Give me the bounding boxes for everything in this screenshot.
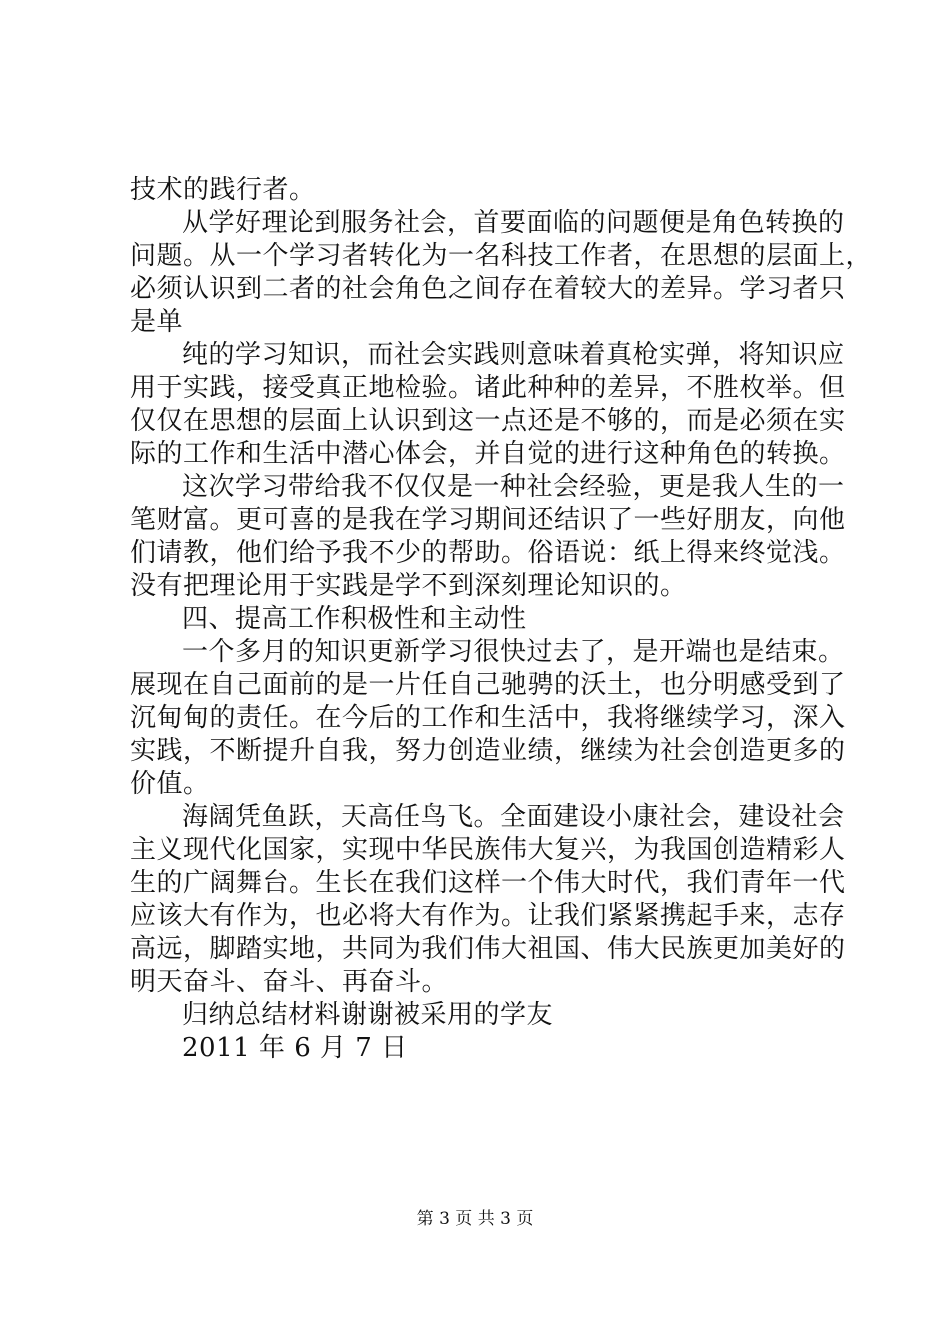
text-line-16: 展现在自己面前的是一片任自己驰骋的沃土，也分明感受到了 bbox=[130, 670, 846, 700]
text-line-24: 高远，脚踏实地，共同为我们伟大祖国、伟大民族更加美好的 bbox=[130, 934, 846, 964]
text-line-7: 用于实践，接受真正地检验。诸此种种的差异，不胜枚举。但 bbox=[130, 373, 846, 403]
text-line-4: 必须认识到二者的社会角色之间存在着较大的差异。学习者只 bbox=[130, 274, 846, 304]
text-line-11: 笔财富。更可喜的是我在学习期间还结识了一些好朋友，向他 bbox=[130, 505, 846, 535]
document-date: 2011 年 6 月 7 日 bbox=[182, 1033, 408, 1063]
text-line-5: 是单 bbox=[130, 307, 184, 337]
page-footer: 第 3 页 共 3 页 bbox=[416, 1209, 534, 1229]
text-line-9: 际的工作和生活中潜心体会，并自觉的进行这种角色的转换。 bbox=[130, 439, 846, 469]
text-line-2: 从学好理论到服务社会，首要面临的问题便是角色转换的 bbox=[182, 208, 845, 238]
text-line-17: 沉甸甸的责任。在今后的工作和生活中，我将继续学习，深入 bbox=[130, 703, 846, 733]
text-line-3: 问题。从一个学习者转化为一名科技工作者，在思想的层面上， bbox=[130, 241, 873, 271]
text-line-15: 一个多月的知识更新学习很快过去了，是开端也是结束。 bbox=[182, 637, 845, 667]
closing-note: 归纳总结材料谢谢被采用的学友 bbox=[182, 1000, 554, 1030]
text-line-6: 纯的学习知识，而社会实践则意味着真枪实弹，将知识应 bbox=[182, 340, 845, 370]
text-line-21: 主义现代化国家，实现中华民族伟大复兴，为我国创造精彩人 bbox=[130, 835, 846, 865]
section-heading: 四、提高工作积极性和主动性 bbox=[182, 604, 527, 634]
text-line-10: 这次学习带给我不仅仅是一种社会经验，更是我人生的一 bbox=[182, 472, 845, 502]
text-line-18: 实践，不断提升自我，努力创造业绩，继续为社会创造更多的 bbox=[130, 736, 846, 766]
text-line-22: 生的广阔舞台。生长在我们这样一个伟大时代，我们青年一代 bbox=[130, 868, 846, 898]
text-line-25: 明天奋斗、奋斗、再奋斗。 bbox=[130, 967, 449, 997]
text-line-1: 技术的践行者。 bbox=[130, 175, 316, 205]
text-line-20: 海阔凭鱼跃，天高任鸟飞。全面建设小康社会，建设社会 bbox=[182, 802, 845, 832]
text-line-8: 仅仅在思想的层面上认识到这一点还是不够的，而是必须在实 bbox=[130, 406, 846, 436]
text-line-12: 们请教，他们给予我不少的帮助。俗语说：纸上得来终觉浅。 bbox=[130, 538, 846, 568]
text-line-19: 价值。 bbox=[130, 769, 210, 799]
body-text bbox=[130, 174, 873, 1065]
text-line-23: 应该大有作为，也必将大有作为。让我们紧紧携起手来，志存 bbox=[130, 901, 846, 931]
text-line-13: 没有把理论用于实践是学不到深刻理论知识的。 bbox=[130, 571, 687, 601]
